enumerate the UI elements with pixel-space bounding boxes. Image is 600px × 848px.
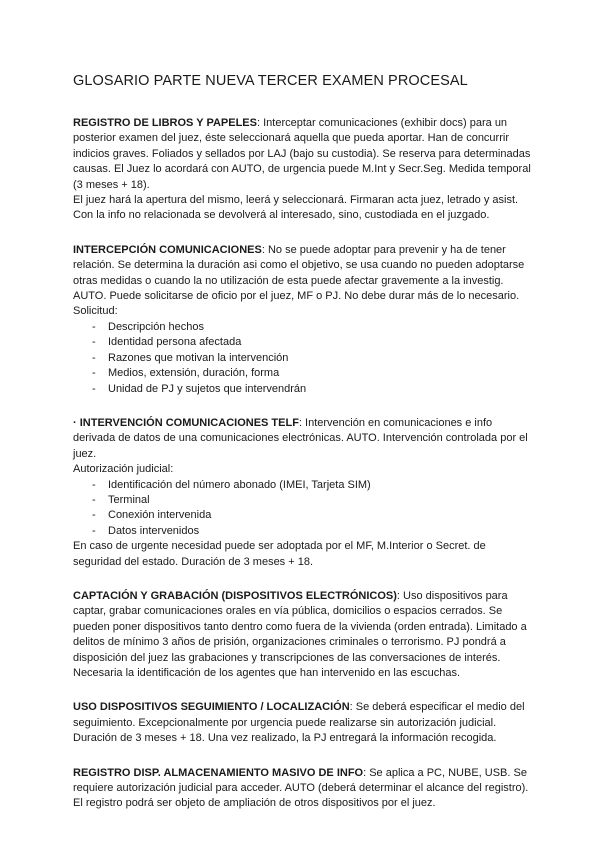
document-title: GLOSARIO PARTE NUEVA TERCER EXAMEN PROCESAL <box>73 73 468 89</box>
section-seguimiento-localizacion <box>73 700 531 746</box>
section-body: : No se puede adoptar para prevenir y ha de tener relación. Se determina la duración asi como el objetivo, se usa cuando no pueden adoptarse otras medidas o cuando la no utilización de esta puede afectar gravemente a la investig. AUTO. Puede solicitarse de oficio por el juez, MF o PJ. No debe durar más de lo necesario. <box>73 243 525 303</box>
paragraph: En caso de urgente necesidad puede ser adoptada por el MF, M.Interior o Secret. de seguridad del estado. Duración de 3 meses + 18. <box>73 540 486 568</box>
section-heading: INTERCEPCIÓN COMUNICACIONES <box>73 243 262 256</box>
section-body: : Intervención en comunicaciones e info derivada de datos de una comunicaciones electrónicas. AUTO. Intervención controlada por el juez. <box>73 416 528 460</box>
list-item: - Unidad de PJ y sujetos que intervendrán <box>92 382 531 397</box>
list-item: - Terminal <box>92 493 531 508</box>
section-captacion-grabacion <box>73 589 531 681</box>
section-heading: · INTERVENCIÓN COMUNICACIONES TELF <box>73 416 299 429</box>
section-body: : Se aplica a PC, NUBE, USB. Se requiere autorización judicial para acceder. AUTO (deberá determinar el alcance del registro). El registro podrá ser objeto de ampliación de otros dispositivos por el juez. <box>73 766 529 810</box>
section-heading: REGISTRO DISP. ALMACENAMIENTO MASIVO DE INFO <box>73 766 364 779</box>
list-item: - Identificación del número abonado (IMEI, Tarjeta SIM) <box>92 478 531 493</box>
document-page <box>73 72 531 831</box>
section-heading: CAPTACIÓN Y GRABACIÓN (DISPOSITIVOS ELECTRÓNICOS) <box>73 589 397 602</box>
solicitud-list <box>73 320 531 397</box>
autorizacion-list <box>73 478 531 540</box>
section-heading: REGISTRO DE LIBROS Y PAPELES <box>73 117 257 129</box>
section-heading: USO DISPOSITIVOS SEGUIMIENTO / LOCALIZACIÓN <box>73 701 350 714</box>
section-registro-libros <box>73 116 531 224</box>
section-body: : Interceptar comunicaciones (exhibir docs) para un posterior examen del juez, éste seleccionará aquella que pueda aportar. Han de concurrir indicios graves. Foliados y sellados por LAJ (bajo su custodia). Se reserva para determinadas causas. El Juez lo acordará con AUTO, de urgencia puede M.Int y Secr.Seg. Medida temporal (3 meses + 18). <box>73 117 531 191</box>
paragraph <box>73 766 531 812</box>
list-item: - Medios, extensión, duración, forma <box>92 366 531 381</box>
paragraph <box>73 700 531 746</box>
list-label: Solicitud: <box>73 305 118 318</box>
list-item: - Identidad persona afectada <box>92 335 531 350</box>
paragraph <box>73 589 531 681</box>
list-item: - Conexión intervenida <box>92 508 531 523</box>
section-almacenamiento-masivo <box>73 766 531 812</box>
section-intercepcion <box>73 243 531 397</box>
section-body: : Se deberá especificar el medio del seguimiento. Excepcionalmente por urgencia puede realizarse sin autorización judicial. Duración de 3 meses + 18. Una vez realizado, la PJ entregará la información recogida. <box>73 701 525 745</box>
list-item: - Descripción hechos <box>92 320 531 335</box>
paragraph <box>73 116 531 193</box>
paragraph <box>73 416 531 462</box>
section-intervencion-telf <box>73 416 531 570</box>
paragraph: El juez hará la apertura del mismo, leerá y seleccionará. Firmaran acta juez, letrado y asist. Con la info no relacionada se devolverá al interesado, sino, custodiada en el juzgado. <box>73 194 519 222</box>
paragraph <box>73 243 531 305</box>
list-label: Autorización judicial: <box>73 463 174 476</box>
list-item: - Datos intervenidos <box>92 524 531 539</box>
list-item: - Razones que motivan la intervención <box>92 351 531 366</box>
section-body: : Uso dispositivos para captar, grabar comunicaciones orales en vía pública, domicilios o espacios cerrados. Se pueden poner dispositivos tanto dentro como fuera de la vivienda (orden entrada). Limitado a delitos de mínimo 3 años de prisión, organizaciones criminales o terrorismo. PJ pondrá a disposición del juez las grabaciones y transcripciones de las conversaciones de interés. Necesaria la identificación de los agentes que han intervenido en las escuchas. <box>73 589 527 679</box>
